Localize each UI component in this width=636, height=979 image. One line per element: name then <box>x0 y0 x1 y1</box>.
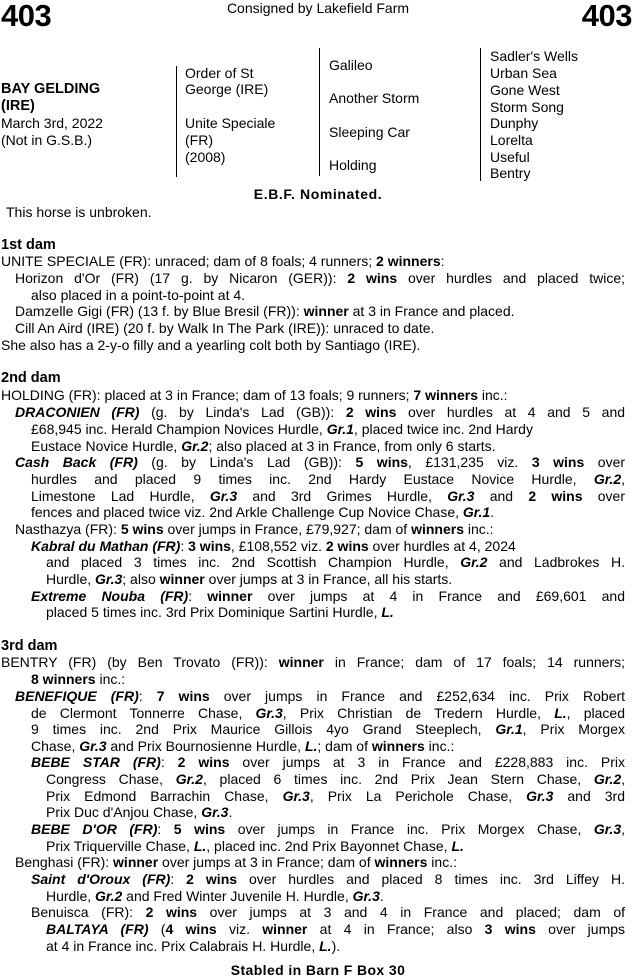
ebf-note: E.B.F. Nominated. <box>253 186 383 202</box>
third-dam-heading: 3rd dam <box>1 638 58 654</box>
foaled-date: March 3rd, 2022 <box>1 115 103 131</box>
first-dam-also: She also has a 2-y-o filly and a yearling colt both by Santiago (IRE). <box>1 337 421 353</box>
dam-line1: Unite Speciale <box>185 115 276 131</box>
third-dam-intro-line1: BENTRY (FR) (by Ben Trovato (FR)): winner in France; dam of 17 foals; 14 runners; <box>1 654 625 670</box>
pedigree-divider-1 <box>176 66 177 177</box>
great-grandparent-2: Urban Sea <box>490 65 557 81</box>
extreme-nouba-line2: placed 5 times inc. 3rd Prix Dominique Sartini Hurdle, L. <box>46 604 394 620</box>
second-dam-intro: HOLDING (FR): placed at 3 in France; dam of 13 foals; 9 runners; 7 winners inc.: <box>1 387 508 403</box>
grandparent-2: Another Storm <box>329 90 420 106</box>
draconien-line2: £68,945 inc. Herald Champion Novices Hurdle, Gr.1, placed twice inc. 2nd Hardy <box>31 421 533 437</box>
lot-number-left: 403 <box>1 0 52 33</box>
great-grandparent-8: Bentry <box>490 165 531 181</box>
kabral-line1: Kabral du Mathan (FR): 3 wins, £108,552 viz. 2 wins over hurdles at 4, 2024 <box>31 538 516 554</box>
unbroken-note: This horse is unbroken. <box>6 204 152 220</box>
great-grandparent-1: Sadler's Wells <box>490 48 578 64</box>
horse-description-line1: BAY GELDING <box>1 81 101 97</box>
dam-line3: (2008) <box>185 149 226 165</box>
lot-number-right: 403 <box>581 0 632 33</box>
bebe-star-line2: Congress Chase, Gr.2, placed 6 times inc. 2nd Prix Jean Stern Chase, Gr.2, <box>46 771 625 787</box>
cash-back-line3: Limestone Lad Hurdle, Gr.3 and 3rd Grimes Hurdle, Gr.3 and 2 wins over <box>31 488 626 504</box>
bebe-star-line1: BEBE STAR (FR): 2 wins over jumps at 3 in France and £228,883 inc. Prix <box>31 754 626 770</box>
first-dam-heading: 1st dam <box>1 237 56 253</box>
nasthazya: Nasthazya (FR): 5 wins over jumps in France, £79,927; dam of winners inc.: <box>15 521 494 537</box>
dam-line2: (FR) <box>185 132 213 148</box>
first-dam-intro: UNITE SPECIALE (FR): unraced; dam of 8 foals; 4 runners; 2 winners: <box>1 253 445 269</box>
benefique-line2: de Clermont Tonnerre Chase, Gr.3, Prix Christian de Tredern Hurdle, L., placed <box>31 705 625 721</box>
baltaya-line2: at 4 in France inc. Prix Calabrais H. Hurdle, L.). <box>46 938 341 954</box>
saint-doroux-line2: Hurdle, Gr.2 and Fred Winter Juvenile H. Hurdle, Gr.3. <box>46 888 384 904</box>
produce-damzelle-gigi: Damzelle Gigi (FR) (13 f. by Blue Bresil (FR)): winner at 3 in France and placed. <box>15 303 515 319</box>
third-dam-intro-line2: 8 winners inc.: <box>31 671 126 687</box>
produce-horizon-dor-cont: also placed in a point-to-point at 4. <box>31 287 246 303</box>
benefique-line3: 9 times inc. 2nd Prix Maurice Gillois 4yo Grand Steeplech, Gr.1, Prix Morgex <box>31 721 625 737</box>
grandparent-4: Holding <box>329 157 377 173</box>
produce-horizon-dor: Horizon d'Or (FR) (17 g. by Nicaron (GER)): 2 wins over hurdles and placed twice; <box>15 270 626 286</box>
bebe-star-line3: Prix Edmond Barrachin Chase, Gr.3, Prix La Perichole Chase, Gr.3 and 3rd <box>46 788 625 804</box>
sire-line1: Order of St <box>185 65 254 81</box>
horse-description-line2: (IRE) <box>1 98 35 114</box>
grandparent-1: Galileo <box>329 57 373 73</box>
bebe-star-line4: Prix Duc d'Anjou Chase, Gr.3. <box>46 804 233 820</box>
great-grandparent-4: Storm Song <box>490 99 564 115</box>
bebe-dor-line2: Prix Triquerville Chase, L., placed inc. 2nd Prix Bayonnet Chase, L. <box>46 838 464 854</box>
baltaya-line1: BALTAYA (FR) (4 wins viz. winner at 4 in France; also 3 wins over jumps <box>46 921 626 937</box>
kabral-line2: and placed 3 times inc. 2nd Scottish Champion Hurdle, Gr.2 and Ladbrokes H. <box>46 554 626 570</box>
sire-line2: George (IRE) <box>185 81 269 97</box>
draconien-line3: Eustace Novice Hurdle, Gr.2; also placed at 3 in France, from only 6 starts. <box>31 438 496 454</box>
kabral-line3: Hurdle, Gr.3; also winner over jumps at 3 in France, all his starts. <box>46 571 453 587</box>
cash-back-line2: hurdles and placed 9 times inc. 2nd Hardy Eustace Novice Hurdle, Gr.2, <box>31 471 625 487</box>
grandparent-3: Sleeping Car <box>329 124 410 140</box>
pedigree-divider-2 <box>319 48 320 176</box>
bebe-dor-line1: BEBE D'OR (FR): 5 wins over jumps in France inc. Prix Morgex Chase, Gr.3, <box>31 821 625 837</box>
gsb-note: (Not in G.S.B.) <box>1 132 93 148</box>
great-grandparent-5: Dunphy <box>490 115 539 131</box>
extreme-nouba-line1: Extreme Nouba (FR): winner over jumps at 4 in France and £69,601 and <box>31 588 625 604</box>
great-grandparent-7: Useful <box>490 149 530 165</box>
second-dam-heading: 2nd dam <box>1 370 61 386</box>
cash-back-line1: Cash Back (FR) (g. by Linda's Lad (GB)): 5 wins, £131,235 viz. 3 wins over <box>15 454 626 470</box>
benghasi: Benghasi (FR): winner over jumps at 3 in France; dam of winners inc.: <box>15 854 457 870</box>
produce-cill-an-aird: Cill An Aird (IRE) (20 f. by Walk In The Park (IRE)): unraced to date. <box>15 320 435 336</box>
benefique-line1: BENEFIQUE (FR): 7 wins over jumps in France and £252,634 inc. Prix Robert <box>15 688 626 704</box>
draconien-line1: DRACONIEN (FR) (g. by Linda's Lad (GB)): 2 wins over hurdles at 4 and 5 and <box>15 404 626 420</box>
benuisca: Benuisca (FR): 2 wins over jumps at 3 and 4 in France and placed; dam of <box>31 904 625 920</box>
consignor: Consigned by Lakefield Farm <box>226 0 410 16</box>
great-grandparent-6: Lorelta <box>490 132 533 148</box>
cash-back-line4: fences and placed twice viz. 2nd Arkle Challenge Cup Novice Chase, Gr.1. <box>31 504 495 520</box>
stabling-info: Stabled in Barn F Box 30 <box>230 962 406 978</box>
great-grandparent-3: Gone West <box>490 82 560 98</box>
benefique-line4: Chase, Gr.3 and Prix Bournosienne Hurdle, L.; dam of winners inc.: <box>31 738 455 754</box>
pedigree-divider-3 <box>480 48 481 181</box>
saint-doroux-line1: Saint d'Oroux (FR): 2 wins over hurdles and placed 8 times inc. 3rd Liffey H. <box>31 871 626 887</box>
